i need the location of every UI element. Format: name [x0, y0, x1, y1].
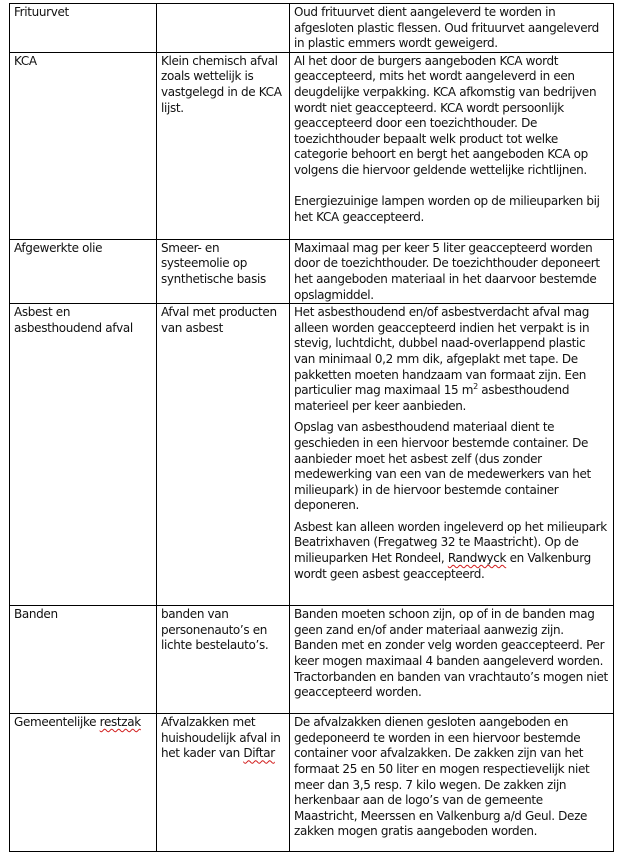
table-row-kca: [10, 52, 614, 239]
table-row-afgewerkte-olie: [10, 239, 614, 303]
waste-description: Afval met producten van asbest: [161, 305, 277, 335]
acceptance-rules-cell: [290, 714, 614, 852]
table-row-frituurvet: [10, 4, 614, 53]
waste-description-cell: [157, 304, 290, 606]
waste-type-label: Gemeentelijke: [14, 715, 100, 730]
waste-description: Klein chemisch afval zoals wettelijk is vastgelegd in de KCA lijst.: [161, 53, 282, 115]
rules-paragraph: De afvalzakken dienen gesloten aangeboden en gedeponeerd te worden in een hiervoor bestemde container voor afvalzakken. De zakken zijn van het formaat 25 en 50 liter en mogen respectievelijk niet meer dan 3,5 resp. 7 kilo wegen. De zakken zijn herkenbaar aan de logo’s van de gemeente Maastricht, Meerssen en Valkenburg a/d Geul. Deze zakken mogen gratis aangeboden worden.: [294, 715, 590, 839]
rules-paragraph: Banden moeten schoon zijn, op of in de banden mag geen zand en/of ander materiaal aanwezig zijn. Banden met en zonder velg worden geaccepteerd. Per keer mogen maximaal 4 banden aangeleverd worden. Tractorbanden en banden van vrachtauto’s mogen niet geaccepteerd worden.: [294, 607, 608, 700]
rules-text: en Valkenburg wordt geen asbest geaccepteerd.: [294, 551, 591, 581]
waste-description-cell: [157, 714, 290, 852]
rules-text: asbesthoudend materieel per keer aanbieden.: [294, 383, 570, 413]
rules-text: Het asbesthoudend en/of asbestverdacht afval mag alleen worden geaccepteerd indien het verpakt is in stevig, luchtdicht, dubbel naad-overlappend plastic van minimaal 0,2 mm dik, afgeplakt met tape. De pakketten moeten handzaam van formaat zijn. Een particulier mag maximaal 15 m: [294, 305, 590, 398]
waste-description: Smeer- en systeemolie op synthetische basis: [161, 240, 266, 286]
rules-paragraph: Al het door de burgers aangeboden KCA wordt geaccepteerd, mits het wordt aangeleverd in een deugdelijke verpakking. KCA afkomstig van bedrijven wordt niet geaccepteerd. KCA wordt persoonlijk geaccepteerd door een toezichthouder. De toezichthouder bepaalt welk product tot welke categorie behoort en bergt het aangeboden KCA op volgens die hiervoor geldende wettelijke richtlijnen.: [294, 53, 597, 177]
acceptance-rules-cell: [290, 239, 614, 303]
superscript-squared: 2: [473, 382, 478, 392]
rules-paragraph: [294, 305, 609, 414]
waste-description-cell: [157, 239, 290, 303]
spellcheck-flagged-word[interactable]: Diftar: [243, 746, 275, 761]
waste-type-cell: [10, 606, 157, 714]
waste-description: Afvalzakken met huishoudelijk afval in het kader van: [161, 715, 281, 761]
waste-type-cell: [10, 304, 157, 606]
rules-paragraph: Oud frituurvet dient aangeleverd te worden in afgesloten plastic flessen. Oud frituurvet aangeleverd in plastic emmers wordt geweigerd.: [294, 5, 599, 51]
rules-paragraph: Energiezuinige lampen worden op de milieuparken bij het KCA geaccepteerd.: [294, 194, 600, 224]
acceptance-rules-cell: [290, 4, 614, 53]
acceptance-rules-cell: [290, 606, 614, 714]
waste-type-cell: [10, 4, 157, 53]
waste-acceptance-table: [9, 3, 614, 852]
acceptance-rules-cell: [290, 52, 614, 239]
spellcheck-flagged-word[interactable]: restzak: [99, 715, 141, 730]
waste-type-label: KCA: [14, 53, 37, 68]
waste-type-cell: [10, 52, 157, 239]
waste-type-cell: [10, 239, 157, 303]
waste-description-cell: [157, 606, 290, 714]
waste-type-label: Banden: [14, 607, 58, 622]
waste-description-cell: [157, 52, 290, 239]
rules-text: Asbest kan alleen worden ingeleverd op het milieupark Beatrixhaven (Fregatweg 32 te Maastricht). Op de milieuparken Het Rondeel,: [294, 519, 607, 566]
waste-type-cell: [10, 714, 157, 852]
acceptance-rules-cell: [290, 304, 614, 606]
waste-type-label: Frituurvet: [14, 5, 69, 19]
rules-paragraph: [294, 520, 609, 582]
waste-type-label: Afgewerkte olie: [14, 240, 103, 255]
waste-description-cell: [157, 4, 290, 53]
waste-type-label: Asbest en asbesthoudend afval: [14, 305, 133, 335]
table-row-asbest: [10, 304, 614, 606]
spellcheck-flagged-word[interactable]: Randwyck: [447, 551, 507, 566]
table-row-gemeentelijke-restzak: [10, 714, 614, 852]
waste-description: banden van personenauto’s en lichte bestelauto’s.: [161, 607, 269, 653]
rules-paragraph: Maximaal mag per keer 5 liter geaccepteerd worden door de toezichthouder. De toezichthouder deponeert het aangeboden materiaal in het daarvoor bestemde opslagmiddel.: [294, 240, 600, 302]
rules-paragraph: Opslag van asbesthoudend materiaal dient te geschieden in een hiervoor bestemde container. De aanbieder moet het asbest zelf (dus zonder medewerking van een van de medewerkers van het milieupark) in de hiervoor bestemde container deponeren.: [294, 420, 591, 513]
table-row-banden: [10, 606, 614, 714]
